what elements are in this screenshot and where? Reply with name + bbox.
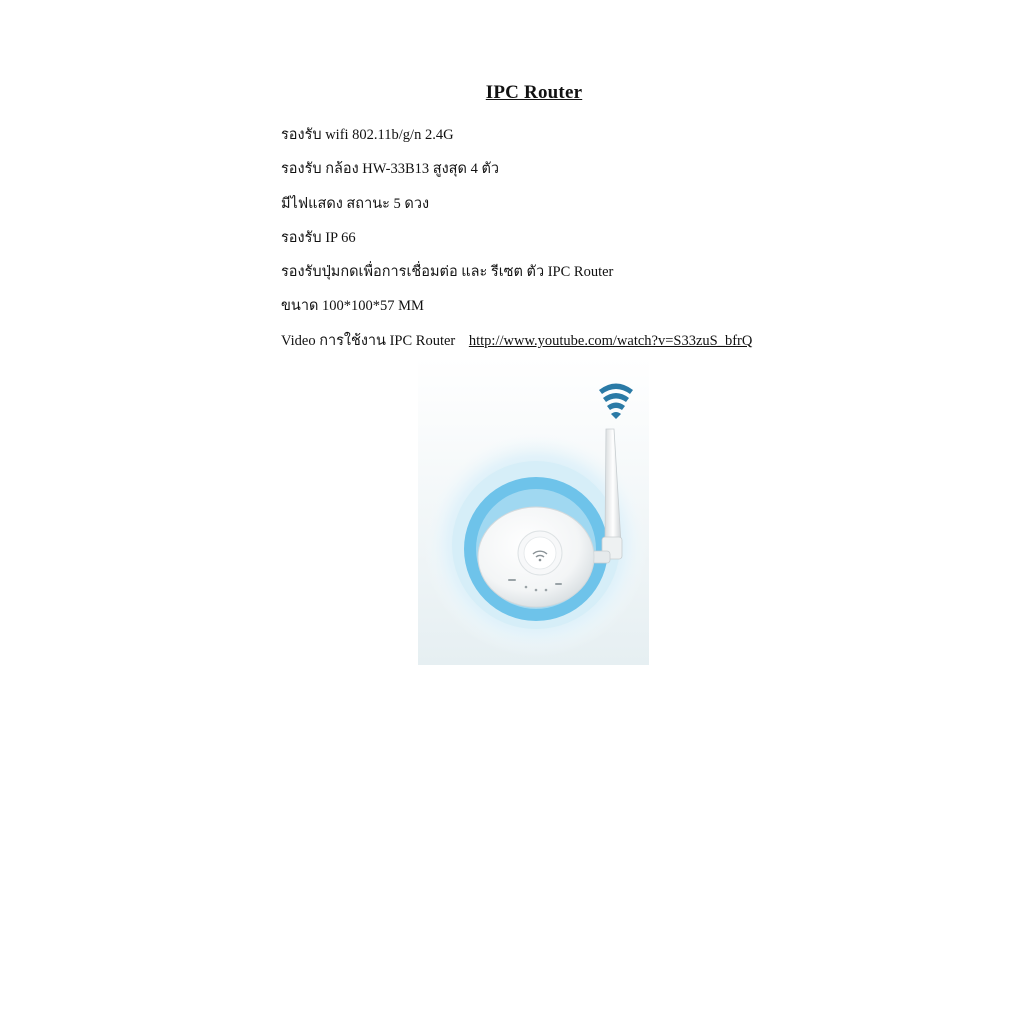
document-title: IPC Router — [485, 82, 583, 103]
spec-text: รองรับปุ่มกดเพื่อการเชื่อมต่อ และ รีเซต ตัว IPC Router — [281, 264, 614, 281]
spec-item — [281, 193, 752, 227]
video-label: Video การใช้งาน IPC Router — [281, 332, 456, 349]
video-link[interactable]: http://www.youtube.com/watch?v=S33zuS_bfrQ — [468, 332, 753, 349]
spec-item — [281, 295, 752, 329]
spec-item — [281, 227, 752, 261]
router-body — [478, 507, 594, 607]
spec-list — [281, 124, 752, 364]
spec-item — [281, 158, 752, 192]
spec-text: รองรับ IP 66 — [281, 229, 356, 246]
spec-item — [281, 261, 752, 295]
spec-text: รองรับ กล้อง HW-33B13 สูงสุด 4 ตัว — [281, 161, 500, 178]
spec-item — [281, 124, 752, 158]
product-image — [418, 357, 649, 665]
spec-text: รองรับ wifi 802.11b/g/n 2.4G — [281, 127, 454, 143]
router-illustration — [418, 357, 649, 665]
spec-text: ขนาด 100*100*57 MM — [281, 298, 424, 315]
spec-text: มีไฟแสดง สถานะ 5 ดวง — [281, 195, 430, 212]
